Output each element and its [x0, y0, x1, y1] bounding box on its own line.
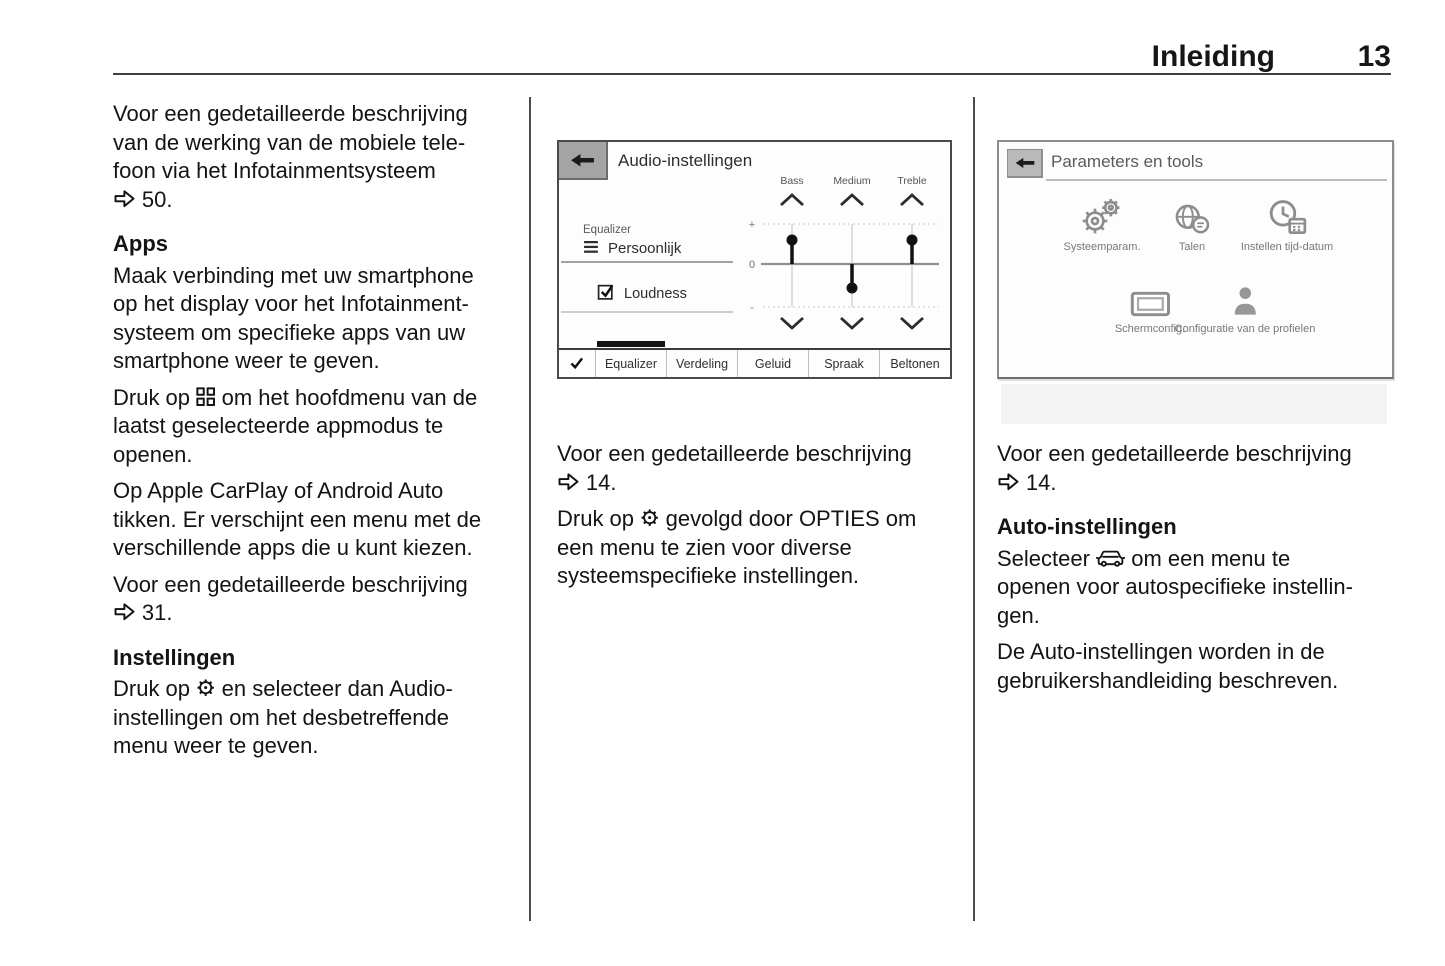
text-run: laatst geselecteerde appmodus te: [113, 413, 444, 438]
text-run: De Auto-instellingen worden in de: [997, 639, 1325, 664]
text-run: tikken. Er verschijnt een menu met de: [113, 506, 482, 532]
text-run: gen.: [997, 602, 1040, 628]
screen-title: Parameters en tools: [1051, 152, 1204, 171]
tool-item-label: Systeemparam.: [1063, 241, 1141, 253]
text-run: Voor een gedetailleerde beschrijving: [557, 441, 912, 466]
text-run: Druk op: [113, 384, 197, 410]
chapter-title: Inleiding: [1151, 40, 1275, 73]
tool-item-configuratie-van-de-profielen[interactable]: [1155, 270, 1335, 335]
paragraph: [113, 262, 525, 376]
active-tab-indicator: [597, 341, 665, 347]
tab-beltonen[interactable]: [880, 350, 950, 377]
chevron-down-icon: [781, 318, 803, 328]
gear-icon: [196, 676, 215, 701]
loudness-checkbox[interactable]: [597, 283, 687, 305]
paragraph: [113, 384, 525, 470]
header-rule: [113, 73, 1391, 75]
languages-icon: [1162, 188, 1222, 236]
chevron-up-icon: [781, 195, 803, 205]
paragraph: [113, 571, 525, 628]
tool-item-label: Configuratie van de profielen: [1174, 323, 1316, 335]
chevron-down-icon: [841, 318, 863, 328]
text-run: openen voor autospecifieke instellin-: [997, 574, 1353, 599]
text-run: systeem om specifieke apps van uw: [113, 319, 466, 345]
equalizer-chart[interactable]: [741, 170, 946, 338]
equalizer-preset-value: Persoonlijk: [608, 240, 682, 258]
tab-label: Spraak: [824, 356, 864, 371]
section-heading: Auto-instellingen: [997, 514, 1177, 539]
paragraph: [557, 505, 969, 591]
text-run: en selecteer dan Audio-: [215, 676, 453, 701]
text-run: instellingen om het desbetreffende: [113, 704, 449, 730]
gears-icon: [1037, 188, 1167, 236]
text-run: Druk op: [557, 506, 641, 531]
tab-label: Equalizer: [604, 356, 658, 371]
text-run: Voor een gedetailleerde beschrijving: [997, 441, 1352, 466]
right-column: [997, 440, 1409, 703]
audio-settings-screenshot: [557, 140, 952, 379]
paragraph: [997, 440, 1409, 497]
paragraph: [113, 100, 525, 214]
tab-label: Beltonen: [890, 356, 940, 371]
divider: [561, 311, 733, 313]
chevron-down-icon: [901, 318, 923, 328]
tool-item-label: Talen: [1178, 241, 1206, 253]
section-heading: Apps: [113, 231, 168, 256]
time-date-icon: [1217, 188, 1357, 236]
tab-label: Verdeling: [675, 356, 729, 371]
back-button[interactable]: [559, 142, 608, 180]
paragraph: [997, 638, 1409, 695]
text-run: een menu te zien voor diverse: [557, 534, 852, 560]
tool-item-label: Schermconfig.: [1114, 323, 1186, 335]
figure-shadow: [1001, 384, 1387, 424]
svg-text:0: 0: [748, 259, 756, 271]
text-run: Maak verbinding met uw smartphone: [113, 262, 474, 288]
text-run: Voor een gedetailleerde beschrijving: [113, 571, 468, 597]
tool-item-talen[interactable]: [1162, 188, 1222, 253]
text-run: 14.: [579, 469, 617, 495]
tool-item-label: Instellen tijd-datum: [1240, 241, 1334, 253]
text-run: Voor een gedetailleerde beschrijving: [113, 101, 468, 126]
column-separator: [973, 97, 975, 921]
text-run: 31.: [135, 600, 173, 625]
paragraph: [997, 545, 1409, 631]
text-run: foon via het Infotainmentsysteem: [113, 158, 436, 183]
text-run: openen.: [113, 441, 193, 467]
tab-geluid[interactable]: [738, 350, 809, 377]
chevron-up-icon: [841, 195, 863, 205]
screen-title: Audio-instellingen: [618, 151, 753, 170]
tool-item-instellen-tijd-datum[interactable]: [1217, 188, 1357, 253]
text-run: systeemspecifieke instellingen.: [557, 563, 860, 588]
paragraph: [113, 477, 525, 563]
tab-spraak[interactable]: [809, 350, 880, 377]
checkbox-checked-icon: [597, 283, 615, 305]
audio-settings-tab-bar: [559, 348, 950, 377]
list-icon: [583, 240, 600, 258]
tab-equalizer[interactable]: [596, 350, 667, 377]
equalizer-preset-selector[interactable]: [583, 240, 681, 258]
text-run: 50.: [135, 186, 173, 212]
ref-arrow-icon: [113, 600, 136, 625]
text-run: Op Apple CarPlay of Android Auto: [113, 478, 444, 503]
loudness-label: Loudness: [624, 286, 687, 302]
ref-arrow-icon: [557, 470, 580, 495]
page-number: 13: [1357, 40, 1391, 73]
svg-text:+: +: [748, 219, 756, 231]
column-separator: [529, 97, 531, 921]
text-run: Selecteer: [997, 545, 1097, 571]
ref-arrow-icon: [997, 470, 1020, 495]
eq-slider-handle: [787, 235, 798, 246]
text-run: Druk op: [113, 676, 197, 701]
left-column: [113, 100, 525, 769]
text-run: 14.: [1019, 469, 1057, 495]
tab-verdeling[interactable]: [667, 350, 738, 377]
eq-slider-handle: [907, 235, 918, 246]
app-grid-icon: [196, 385, 215, 410]
svg-text:Bass: Bass: [780, 175, 804, 187]
header-underline: [1046, 179, 1387, 181]
svg-text:Medium: Medium: [833, 175, 871, 187]
ref-arrow-icon: [113, 187, 136, 212]
middle-column: [557, 440, 969, 599]
text-run: om een menu te: [1125, 545, 1291, 571]
text-run: menu weer te geven.: [113, 733, 319, 758]
gear-icon: [640, 506, 659, 531]
profiles-icon: [1155, 270, 1335, 318]
chevron-up-icon: [901, 195, 923, 205]
text-run: op het display voor het Infotainment-: [113, 291, 469, 316]
text-run: van de werking van de mobiele tele-: [113, 129, 466, 155]
tab-label: Geluid: [754, 356, 792, 371]
text-run: verschillende apps die u kunt kiezen.: [113, 535, 473, 560]
divider: [561, 261, 733, 263]
paragraph: [557, 440, 969, 497]
equalizer-label: Equalizer: [583, 224, 631, 236]
paragraph: [113, 675, 525, 761]
car-icon: [1096, 546, 1125, 571]
text-run: gevolgd door OPTIES om: [659, 506, 917, 531]
svg-text:Treble: Treble: [897, 175, 927, 187]
text-run: gebruikershandleiding beschreven.: [997, 667, 1339, 693]
check-icon[interactable]: [559, 350, 596, 377]
svg-text:-: -: [750, 302, 754, 314]
text-run: om het hoofdmenu van de: [215, 384, 478, 410]
back-button[interactable]: [1007, 149, 1043, 178]
text-run: smartphone weer te geven.: [113, 348, 380, 373]
parameters-tools-screenshot: [997, 140, 1394, 379]
tool-item-systeemparam[interactable]: [1037, 188, 1167, 253]
section-heading: Instellingen: [113, 644, 236, 670]
eq-slider-handle: [847, 283, 858, 294]
